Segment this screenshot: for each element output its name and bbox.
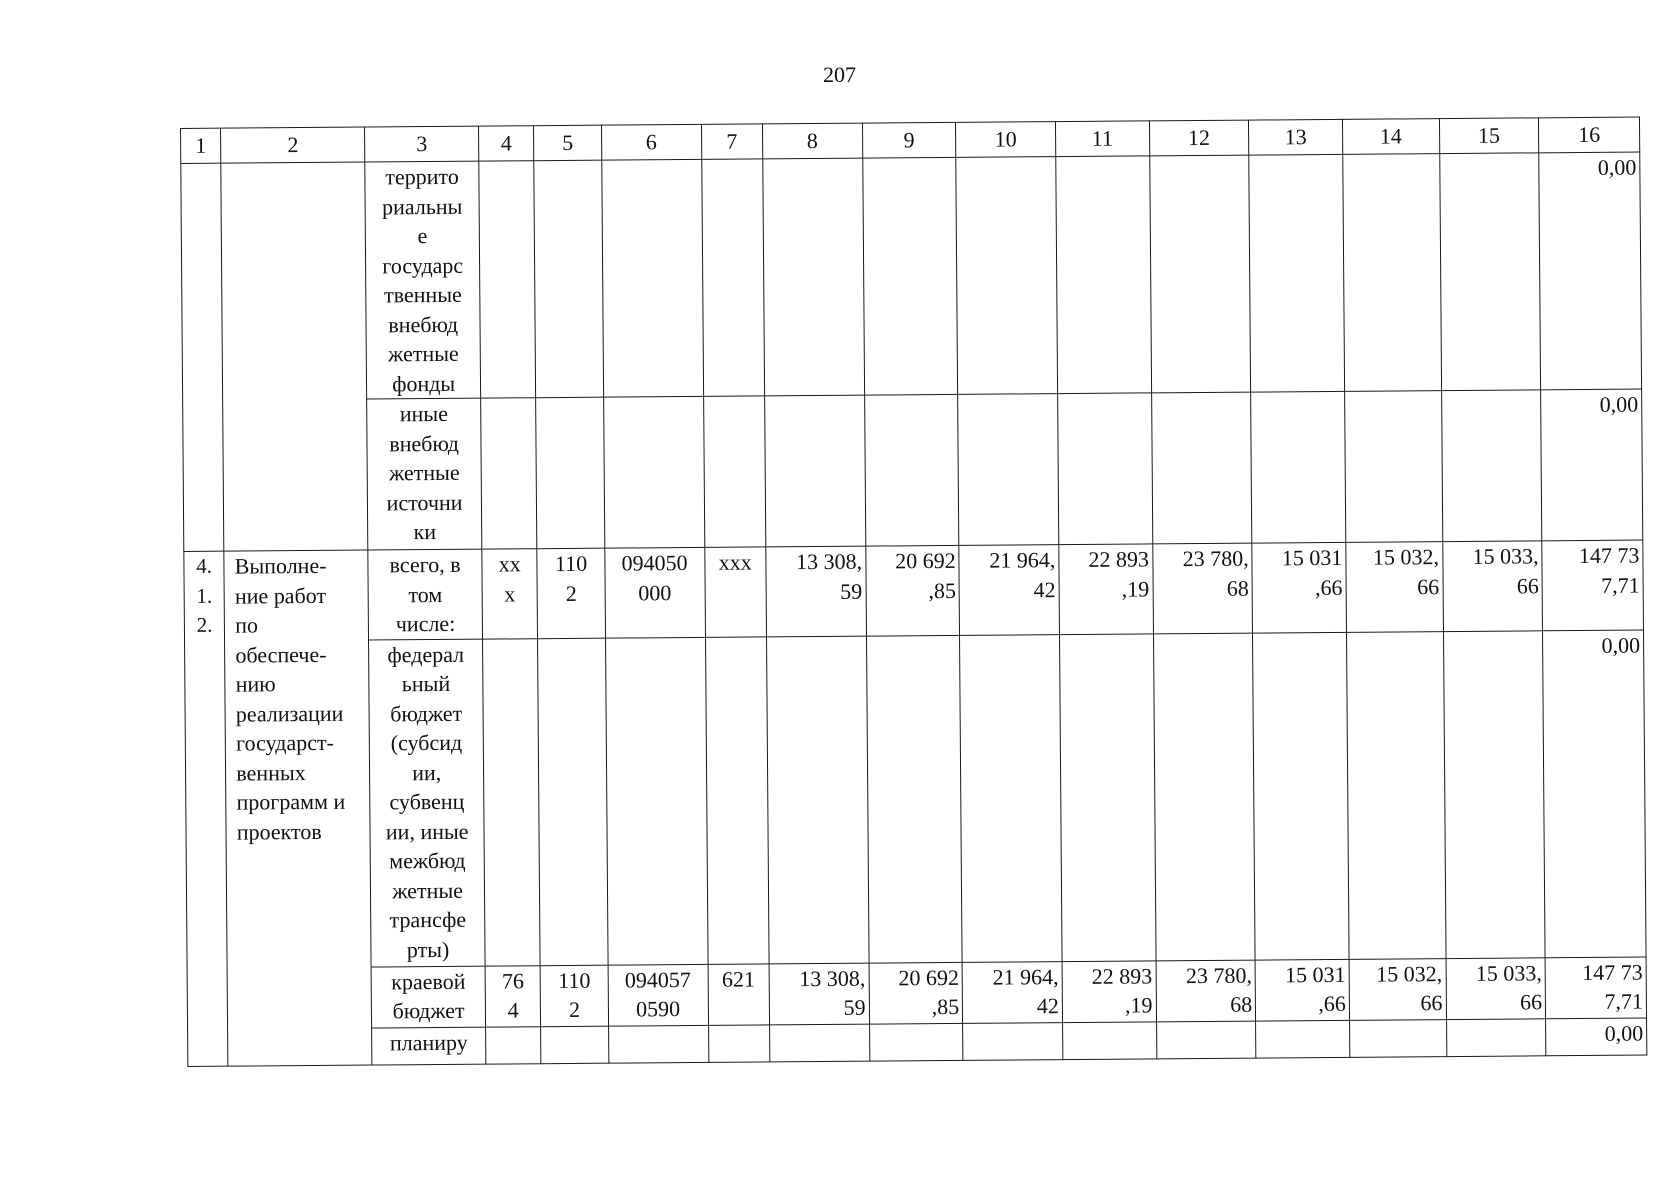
data-cell (956, 157, 1058, 395)
data-cell (705, 636, 769, 963)
data-cell (1153, 633, 1255, 961)
header-cell: 10 (956, 122, 1056, 158)
table-row (185, 630, 1647, 968)
data-cell (534, 160, 603, 398)
budget-table (180, 117, 1647, 1067)
data-cell (708, 1024, 770, 1061)
data-cell (608, 1025, 708, 1063)
data-cell: 15 032, 66 (1346, 542, 1443, 632)
header-cell: 4 (479, 126, 535, 161)
data-cell (703, 396, 766, 547)
data-cell: 22 893 ,19 (1059, 544, 1153, 634)
data-cell (1151, 392, 1252, 544)
data-cell: 15 033, 66 (1442, 541, 1542, 631)
header-cell: 7 (701, 124, 763, 159)
data-cell (869, 1023, 963, 1061)
data-cell (864, 394, 959, 546)
data-cell (766, 636, 868, 964)
data-cell (866, 635, 962, 963)
total-cell: 0,00 (1541, 389, 1643, 541)
funding-source-cell: краевой бюджет (371, 966, 485, 1028)
row-number-cell (181, 163, 224, 551)
header-cell: 6 (601, 124, 701, 160)
data-cell: 15 033, 66 (1446, 957, 1546, 1019)
data-cell (1058, 393, 1153, 545)
table-row (181, 152, 1642, 400)
data-cell: 13 308, 59 (769, 963, 869, 1025)
funding-source-cell: планиру (372, 1027, 486, 1065)
data-cell (1343, 154, 1442, 392)
funding-source-cell: иные внебюд жетные источни ки (367, 398, 482, 550)
row-name-cell (221, 162, 368, 551)
data-cell (1441, 390, 1542, 542)
table-row (187, 957, 1646, 1029)
funding-source-cell: федерал ьный бюджет (субсид ии, субвенц ии, иные межбюд жетные трансфе рты) (369, 639, 485, 967)
data-cell (1349, 1019, 1446, 1057)
data-cell: 110 2 (540, 965, 608, 1027)
budget-table-wrapper (180, 117, 1647, 1067)
header-cell: 15 (1439, 118, 1539, 154)
data-cell (1056, 156, 1151, 394)
table-row (184, 540, 1644, 641)
data-cell: 110 2 (537, 548, 605, 638)
header-cell: 2 (221, 127, 365, 163)
data-cell (769, 1024, 869, 1062)
row-number-cell: 4. 1. 2. (184, 551, 228, 1066)
data-cell (1059, 633, 1155, 961)
data-cell (538, 638, 608, 966)
data-cell (1443, 630, 1545, 958)
header-cell: 8 (762, 123, 862, 159)
data-cell (1253, 632, 1349, 960)
data-cell (483, 638, 541, 965)
header-cell: 12 (1149, 120, 1249, 156)
header-cell: 11 (1055, 121, 1149, 157)
data-cell (765, 395, 866, 547)
data-cell: 20 692 ,85 (869, 962, 963, 1024)
data-cell (1251, 391, 1346, 543)
data-cell: 76 4 (485, 965, 541, 1026)
data-cell (958, 394, 1059, 546)
data-cell: 21 964, 42 (959, 545, 1059, 635)
data-cell: хх х (482, 549, 538, 639)
header-cell: 3 (365, 126, 479, 162)
total-cell: 0,00 (1543, 630, 1646, 958)
data-cell (763, 158, 865, 396)
data-cell (1346, 631, 1445, 959)
header-cell: 13 (1249, 119, 1343, 155)
funding-source-cell: всего, в том числе: (368, 549, 482, 639)
data-cell (605, 637, 707, 965)
data-cell (536, 397, 605, 549)
data-cell: 094050 000 (605, 547, 705, 637)
data-cell (1249, 154, 1344, 392)
data-cell: 094057 0590 (608, 964, 708, 1026)
data-cell (1062, 1021, 1156, 1059)
total-cell: 0,00 (1546, 1018, 1647, 1056)
data-cell: 621 (708, 963, 770, 1024)
data-cell (603, 396, 704, 548)
total-cell: 0,00 (1539, 152, 1642, 390)
data-cell (1344, 391, 1442, 543)
row-name-cell: Выполне- ние работ по обеспече- нию реализации государст- венных программ и проектов (224, 550, 372, 1066)
data-cell: 21 964, 42 (962, 961, 1062, 1023)
total-cell: 147 73 7,71 (1542, 540, 1644, 630)
data-cell: 15 031 ,66 (1255, 959, 1349, 1021)
data-cell (862, 157, 957, 395)
data-cell: 15 032, 66 (1349, 958, 1446, 1020)
header-cell: 16 (1539, 117, 1640, 153)
header-cell: 1 (181, 128, 222, 163)
data-cell (1439, 153, 1541, 391)
data-cell (541, 1026, 609, 1064)
data-cell (1256, 1020, 1350, 1058)
total-cell: 147 73 7,71 (1545, 957, 1646, 1019)
header-cell: 9 (862, 122, 956, 158)
data-cell: 22 893 ,19 (1062, 960, 1156, 1022)
data-cell: 15 031 ,66 (1252, 542, 1346, 632)
data-cell (1156, 1021, 1256, 1059)
data-cell (1446, 1018, 1546, 1056)
data-cell: ххх (704, 547, 766, 637)
data-cell (963, 1022, 1063, 1060)
data-cell: 13 308, 59 (766, 546, 866, 636)
page-number: 207 (823, 62, 856, 87)
table-row (183, 389, 1643, 551)
data-cell (479, 161, 536, 398)
data-cell (960, 634, 1062, 962)
data-cell (1149, 155, 1251, 393)
data-cell: 23 780, 68 (1152, 543, 1252, 633)
data-cell (481, 398, 538, 549)
data-cell: 20 692 ,85 (865, 545, 959, 635)
header-cell: 14 (1342, 119, 1439, 155)
data-cell (486, 1026, 542, 1063)
data-cell (602, 159, 704, 397)
data-cell: 23 780, 68 (1156, 960, 1256, 1022)
data-cell (701, 159, 764, 396)
funding-source-cell: террито риальны е государс твенные внебюд жетные фонды (365, 161, 481, 399)
header-cell: 5 (534, 125, 602, 161)
